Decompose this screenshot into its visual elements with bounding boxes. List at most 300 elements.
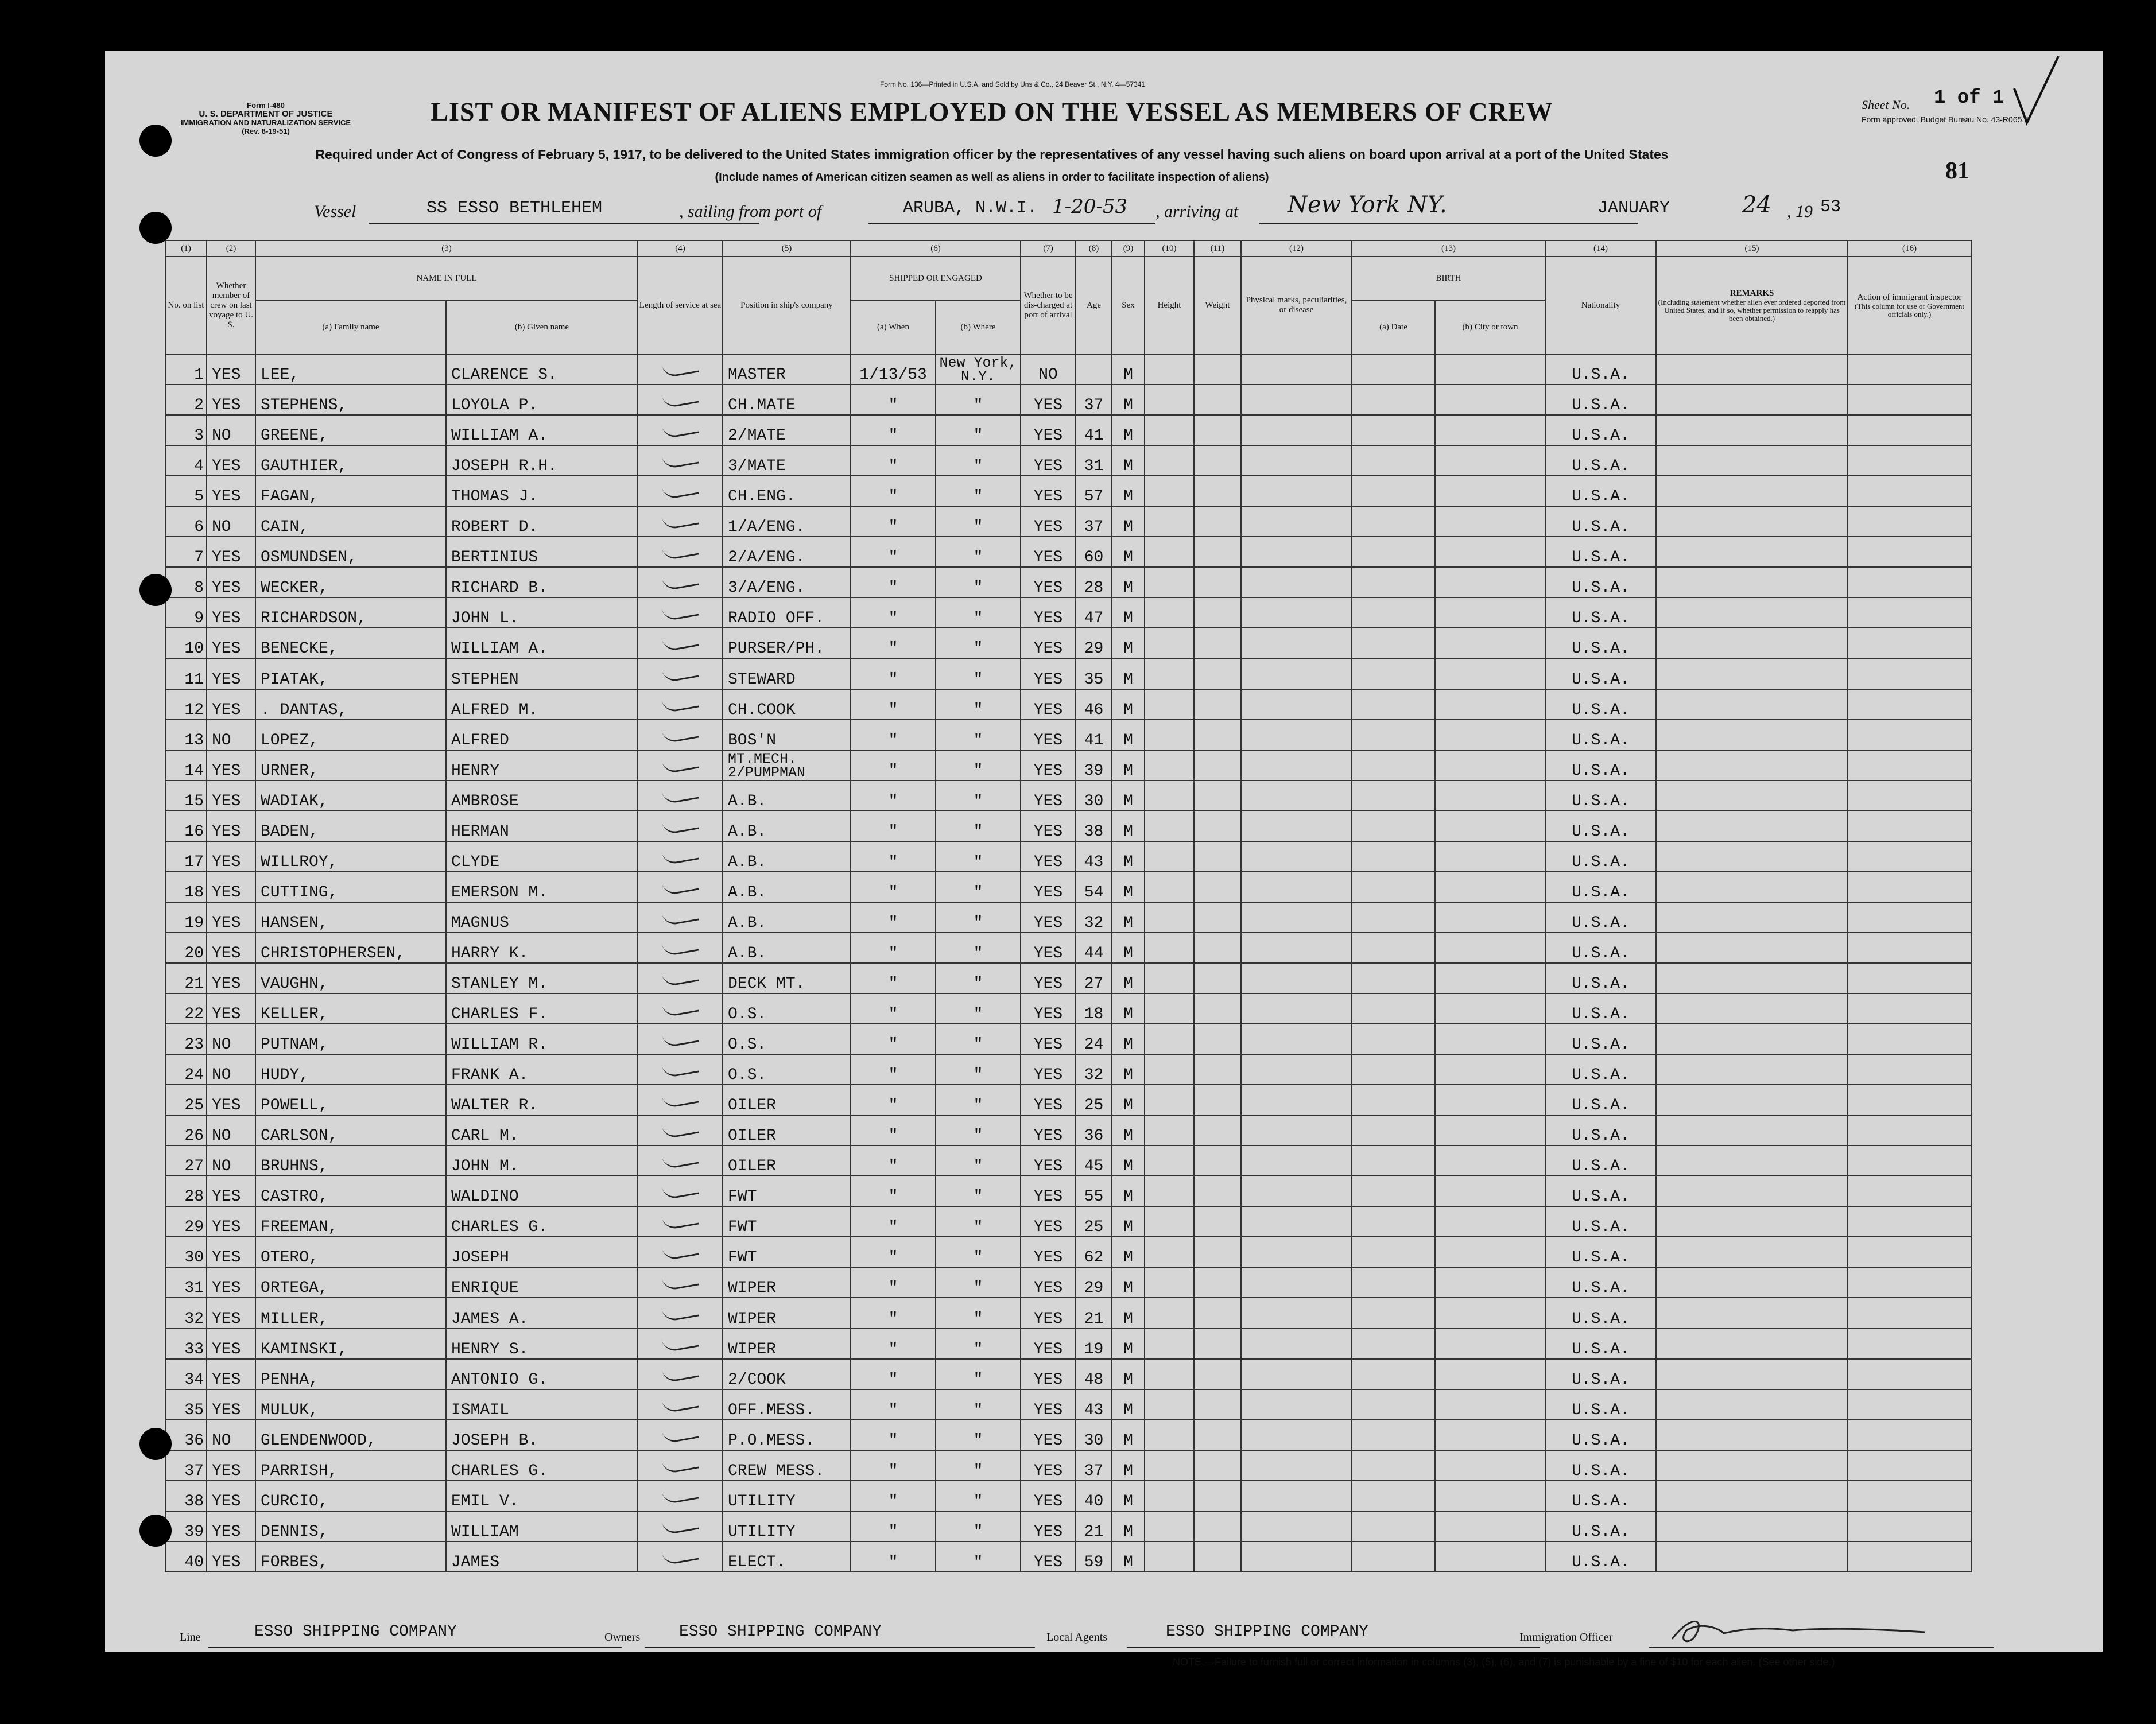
birth-city-cell <box>1435 1511 1545 1541</box>
form-number: Form I-480 <box>247 101 285 110</box>
shipped-where-cell: " <box>936 1359 1021 1389</box>
inspector-action-cell <box>1848 628 1971 658</box>
height-cell <box>1145 841 1194 872</box>
family-name-cell: VAUGHN, <box>255 963 446 993</box>
remarks-cell <box>1656 689 1848 720</box>
last-voyage-cell: NO <box>207 506 255 537</box>
crew-number: 29 <box>165 1206 207 1237</box>
nationality-cell: U.S.A. <box>1545 537 1656 567</box>
height-cell <box>1145 1450 1194 1481</box>
inspector-action-cell <box>1848 1511 1971 1541</box>
owners-value: ESSO SHIPPING COMPANY <box>679 1623 882 1641</box>
position-cell: O.S. <box>723 993 851 1024</box>
shipped-where-cell: " <box>936 597 1021 628</box>
shipped-where-cell: " <box>936 1054 1021 1085</box>
shipped-when-cell: " <box>851 506 936 537</box>
remarks-cell <box>1656 933 1848 963</box>
given-name-cell: HENRY S. <box>446 1329 638 1359</box>
inspector-action-cell <box>1848 1420 1971 1450</box>
shipped-when-cell: " <box>851 1176 936 1206</box>
given-name-cell: JOSEPH R.H. <box>446 445 638 476</box>
arrival-year: 53 <box>1820 197 1841 217</box>
birth-date-cell <box>1352 1237 1435 1267</box>
length-service-cell <box>638 1176 723 1206</box>
given-name-cell: STANLEY M. <box>446 963 638 993</box>
given-name-cell: WILLIAM A. <box>446 628 638 658</box>
weight-cell <box>1194 1511 1241 1541</box>
birth-city-cell <box>1435 720 1545 750</box>
position-cell: ELECT. <box>723 1541 851 1572</box>
weight-cell <box>1194 902 1241 933</box>
last-voyage-cell: YES <box>207 476 255 506</box>
birth-city-cell <box>1435 415 1545 445</box>
physical-marks-cell <box>1241 720 1352 750</box>
given-name-cell: HERMAN <box>446 811 638 841</box>
family-name-cell: PUTNAM, <box>255 1024 446 1054</box>
age-cell: 30 <box>1076 1420 1112 1450</box>
inspector-action-cell <box>1848 1024 1971 1054</box>
inspector-action-cell <box>1848 933 1971 963</box>
shipped-when-cell: " <box>851 1329 936 1359</box>
last-voyage-cell: YES <box>207 781 255 811</box>
weight-cell <box>1194 750 1241 781</box>
height-cell <box>1145 720 1194 750</box>
weight-cell <box>1194 415 1241 445</box>
shipped-where-cell: " <box>936 1420 1021 1450</box>
remarks-cell <box>1656 781 1848 811</box>
birth-city-cell <box>1435 781 1545 811</box>
birth-city-cell <box>1435 354 1545 385</box>
height-cell <box>1145 567 1194 597</box>
col-4-number: (4) <box>638 240 723 257</box>
weight-cell <box>1194 537 1241 567</box>
col-12-number: (12) <box>1241 240 1352 257</box>
nationality-cell: U.S.A. <box>1545 1206 1656 1237</box>
given-name-cell: RICHARD B. <box>446 567 638 597</box>
header-shipped-engaged: SHIPPED OR ENGAGED <box>851 257 1021 300</box>
remarks-cell <box>1656 1389 1848 1420</box>
family-name-cell: GLENDENWOOD, <box>255 1420 446 1450</box>
age-cell: 59 <box>1076 1541 1112 1572</box>
birth-date-cell <box>1352 1267 1435 1298</box>
physical-marks-cell <box>1241 1085 1352 1115</box>
last-voyage-cell: YES <box>207 628 255 658</box>
shipped-where-cell: " <box>936 1146 1021 1176</box>
punch-hole <box>139 1515 172 1547</box>
remarks-cell <box>1656 628 1848 658</box>
shipped-when-cell: " <box>851 415 936 445</box>
remarks-cell <box>1656 506 1848 537</box>
physical-marks-cell <box>1241 689 1352 720</box>
physical-marks-cell <box>1241 902 1352 933</box>
discharged-cell: YES <box>1021 445 1076 476</box>
birth-date-cell <box>1352 1511 1435 1541</box>
position-cell: 2/A/ENG. <box>723 537 851 567</box>
position-cell: O.S. <box>723 1054 851 1085</box>
sex-cell: M <box>1112 1511 1145 1541</box>
height-cell <box>1145 1085 1194 1115</box>
given-name-cell: HENRY <box>446 750 638 781</box>
sex-cell: M <box>1112 1054 1145 1085</box>
nationality-cell: U.S.A. <box>1545 415 1656 445</box>
length-service-cell <box>638 1298 723 1328</box>
physical-marks-cell <box>1241 597 1352 628</box>
physical-marks-cell <box>1241 1206 1352 1237</box>
owners-label: Owners <box>604 1631 641 1644</box>
table-row <box>165 476 1971 506</box>
birth-city-cell <box>1435 1541 1545 1572</box>
check-mark-icon <box>661 1302 699 1322</box>
inspector-action-cell <box>1848 1237 1971 1267</box>
physical-marks-cell <box>1241 811 1352 841</box>
position-cell: A.B. <box>723 841 851 872</box>
inspector-action-cell <box>1848 1541 1971 1572</box>
shipped-where-cell: " <box>936 1176 1021 1206</box>
crew-number: 32 <box>165 1298 207 1328</box>
length-service-cell <box>638 1237 723 1267</box>
given-name-cell: EMIL V. <box>446 1481 638 1511</box>
weight-cell <box>1194 445 1241 476</box>
inspector-action-cell <box>1848 811 1971 841</box>
shipped-where-cell: " <box>936 1481 1021 1511</box>
nationality-cell: U.S.A. <box>1545 1024 1656 1054</box>
position-cell: A.B. <box>723 781 851 811</box>
sex-cell: M <box>1112 750 1145 781</box>
physical-marks-cell <box>1241 1481 1352 1511</box>
given-name-cell: JOSEPH <box>446 1237 638 1267</box>
shipped-where-cell: " <box>936 841 1021 872</box>
shipped-where-cell: " <box>936 567 1021 597</box>
table-row <box>165 1329 1971 1359</box>
printer-line: Form No. 136—Printed in U.S.A. and Sold by Uns & Co., 24 Beaver St., N.Y. 4—57341 <box>880 80 1146 88</box>
physical-marks-cell <box>1241 993 1352 1024</box>
nationality-cell: U.S.A. <box>1545 963 1656 993</box>
header-birth: BIRTH <box>1352 257 1545 300</box>
length-service-cell <box>638 658 723 689</box>
age-cell: 39 <box>1076 750 1112 781</box>
discharged-cell: YES <box>1021 993 1076 1024</box>
age-cell: 37 <box>1076 506 1112 537</box>
check-mark-icon <box>661 1089 699 1109</box>
age-cell: 44 <box>1076 933 1112 963</box>
header-nationality: Nationality <box>1545 257 1656 354</box>
birth-city-cell <box>1435 537 1545 567</box>
table-row <box>165 1054 1971 1085</box>
weight-cell <box>1194 1481 1241 1511</box>
discharged-cell: YES <box>1021 415 1076 445</box>
age-cell: 18 <box>1076 993 1112 1024</box>
discharged-cell: YES <box>1021 720 1076 750</box>
birth-date-cell <box>1352 811 1435 841</box>
age-cell: 37 <box>1076 1450 1112 1481</box>
crew-number: 39 <box>165 1511 207 1541</box>
nationality-cell: U.S.A. <box>1545 354 1656 385</box>
vessel-underline <box>369 223 759 224</box>
given-name-cell: ISMAIL <box>446 1389 638 1420</box>
column-header-row <box>165 257 1971 300</box>
remarks-cell <box>1656 1085 1848 1115</box>
remarks-cell <box>1656 385 1848 415</box>
given-name-cell: EMERSON M. <box>446 872 638 902</box>
sailing-date: 1-20-53 <box>1052 195 1128 218</box>
age-cell: 19 <box>1076 1329 1112 1359</box>
port-underline <box>868 223 1155 224</box>
table-row <box>165 872 1971 902</box>
shipped-where-cell: " <box>936 1024 1021 1054</box>
col-10-number: (10) <box>1145 240 1194 257</box>
physical-marks-cell <box>1241 1541 1352 1572</box>
family-name-cell: KAMINSKI, <box>255 1329 446 1359</box>
given-name-cell: WILLIAM <box>446 1511 638 1541</box>
page-subnote: (Include names of American citizen seamen as well as aliens in order to facilitate inspection of aliens) <box>715 171 1269 184</box>
family-name-cell: BENECKE, <box>255 628 446 658</box>
check-mark-icon <box>661 693 699 713</box>
inspector-action-cell <box>1848 1450 1971 1481</box>
position-cell: 1/A/ENG. <box>723 506 851 537</box>
discharged-cell: YES <box>1021 1450 1076 1481</box>
family-name-cell: DENNIS, <box>255 1511 446 1541</box>
length-service-cell <box>638 902 723 933</box>
crew-number: 23 <box>165 1024 207 1054</box>
col-11-number: (11) <box>1194 240 1241 257</box>
height-cell <box>1145 1176 1194 1206</box>
birth-city-cell <box>1435 902 1545 933</box>
arrival-month: JANUARY <box>1597 199 1670 218</box>
check-mark-icon <box>661 571 699 591</box>
nationality-cell: U.S.A. <box>1545 689 1656 720</box>
birth-date-cell <box>1352 1541 1435 1572</box>
shipped-when-cell: " <box>851 750 936 781</box>
height-cell <box>1145 872 1194 902</box>
check-mark-icon <box>661 723 699 743</box>
check-mark-icon <box>661 1423 699 1443</box>
check-mark-icon <box>661 1485 699 1505</box>
shipped-when-cell: " <box>851 445 936 476</box>
position-cell: A.B. <box>723 902 851 933</box>
agents-underline <box>1127 1647 1540 1648</box>
nationality-cell: U.S.A. <box>1545 781 1656 811</box>
birth-date-cell <box>1352 1054 1435 1085</box>
weight-cell <box>1194 597 1241 628</box>
last-voyage-cell: YES <box>207 1389 255 1420</box>
position-cell: OILER <box>723 1115 851 1146</box>
crew-number: 14 <box>165 750 207 781</box>
header-name-in-full: NAME IN FULL <box>255 257 638 300</box>
family-name-cell: OSMUNDSEN, <box>255 537 446 567</box>
table-row <box>165 902 1971 933</box>
crew-number: 24 <box>165 1054 207 1085</box>
nationality-cell: U.S.A. <box>1545 1115 1656 1146</box>
physical-marks-cell <box>1241 1389 1352 1420</box>
birth-city-cell <box>1435 963 1545 993</box>
height-cell <box>1145 1237 1194 1267</box>
discharged-cell: YES <box>1021 1237 1076 1267</box>
length-service-cell <box>638 1329 723 1359</box>
physical-marks-cell <box>1241 1359 1352 1389</box>
height-cell <box>1145 933 1194 963</box>
family-name-cell: FAGAN, <box>255 476 446 506</box>
inspector-action-cell <box>1848 1389 1971 1420</box>
birth-city-cell <box>1435 1115 1545 1146</box>
length-service-cell <box>638 720 723 750</box>
last-voyage-cell: YES <box>207 1267 255 1298</box>
position-cell: 2/COOK <box>723 1359 851 1389</box>
height-cell <box>1145 506 1194 537</box>
table-row <box>165 1024 1971 1054</box>
last-voyage-cell: NO <box>207 1115 255 1146</box>
position-cell: RADIO OFF. <box>723 597 851 628</box>
col-3-number: (3) <box>255 240 638 257</box>
weight-cell <box>1194 1329 1241 1359</box>
arriving-underline <box>1259 223 1638 224</box>
last-voyage-cell: YES <box>207 872 255 902</box>
table-row <box>165 597 1971 628</box>
shipped-when-cell: " <box>851 1085 936 1115</box>
weight-cell <box>1194 628 1241 658</box>
remarks-cell <box>1656 720 1848 750</box>
last-voyage-cell: YES <box>207 902 255 933</box>
officer-underline <box>1649 1647 1994 1648</box>
last-voyage-cell: YES <box>207 963 255 993</box>
shipped-where-cell: " <box>936 1541 1021 1572</box>
age-cell: 21 <box>1076 1298 1112 1328</box>
remarks-cell <box>1656 1176 1848 1206</box>
check-mark-icon <box>661 662 699 682</box>
physical-marks-cell <box>1241 841 1352 872</box>
check-mark-icon <box>661 754 699 774</box>
sex-cell: M <box>1112 993 1145 1024</box>
discharged-cell: YES <box>1021 1267 1076 1298</box>
shipped-where-cell: " <box>936 1298 1021 1328</box>
nationality-cell: U.S.A. <box>1545 1389 1656 1420</box>
check-mark-icon <box>661 876 699 896</box>
sex-cell: M <box>1112 628 1145 658</box>
physical-marks-cell <box>1241 1329 1352 1359</box>
remarks-cell <box>1656 658 1848 689</box>
physical-marks-cell <box>1241 476 1352 506</box>
nationality-cell: U.S.A. <box>1545 811 1656 841</box>
check-mark-icon <box>661 815 699 835</box>
physical-marks-cell <box>1241 1024 1352 1054</box>
discharged-cell: YES <box>1021 506 1076 537</box>
birth-city-cell <box>1435 567 1545 597</box>
birth-city-cell <box>1435 872 1545 902</box>
check-mark-icon <box>661 937 699 957</box>
page-subtitle: Required under Act of Congress of February 5, 1917, to be delivered to the United States immigration officer by the representatives of any vessel having such aliens on board upon arrival at a port of the United States <box>315 147 1669 162</box>
height-cell <box>1145 1146 1194 1176</box>
length-service-cell <box>638 1024 723 1054</box>
birth-date-cell <box>1352 841 1435 872</box>
sex-cell: M <box>1112 720 1145 750</box>
table-row <box>165 993 1971 1024</box>
birth-city-cell <box>1435 1359 1545 1389</box>
weight-cell <box>1194 1237 1241 1267</box>
inspector-action-cell <box>1848 993 1971 1024</box>
family-name-cell: STEPHENS, <box>255 385 446 415</box>
inspector-action-cell <box>1848 537 1971 567</box>
shipped-where-cell: " <box>936 1511 1021 1541</box>
remarks-cell <box>1656 1237 1848 1267</box>
birth-city-cell <box>1435 1267 1545 1298</box>
age-cell: 24 <box>1076 1024 1112 1054</box>
table-row <box>165 720 1971 750</box>
nationality-cell: U.S.A. <box>1545 567 1656 597</box>
position-cell: WIPER <box>723 1329 851 1359</box>
remarks-cell <box>1656 1054 1848 1085</box>
crew-number: 31 <box>165 1267 207 1298</box>
last-voyage-cell: YES <box>207 658 255 689</box>
weight-cell <box>1194 1146 1241 1176</box>
birth-date-cell <box>1352 1450 1435 1481</box>
given-name-cell: CHARLES F. <box>446 993 638 1024</box>
discharged-cell: YES <box>1021 689 1076 720</box>
page-title: LIST OR MANIFEST OF ALIENS EMPLOYED ON THE VESSEL AS MEMBERS OF CREW <box>431 97 1553 126</box>
birth-date-cell <box>1352 385 1435 415</box>
shipped-when-cell: " <box>851 963 936 993</box>
table-row <box>165 567 1971 597</box>
age-cell: 36 <box>1076 1115 1112 1146</box>
family-name-cell: URNER, <box>255 750 446 781</box>
nationality-cell: U.S.A. <box>1545 628 1656 658</box>
department-name: U. S. DEPARTMENT OF JUSTICE <box>199 109 333 119</box>
sex-cell: M <box>1112 841 1145 872</box>
nationality-cell: U.S.A. <box>1545 933 1656 963</box>
check-mark-icon <box>661 1028 699 1048</box>
shipped-when-cell: " <box>851 385 936 415</box>
table-row <box>165 781 1971 811</box>
inspector-action-cell <box>1848 1146 1971 1176</box>
nationality-cell: U.S.A. <box>1545 1298 1656 1328</box>
weight-cell <box>1194 841 1241 872</box>
crew-number: 6 <box>165 506 207 537</box>
weight-cell <box>1194 933 1241 963</box>
given-name-cell: AMBROSE <box>446 781 638 811</box>
physical-marks-cell <box>1241 1450 1352 1481</box>
height-cell <box>1145 1359 1194 1389</box>
weight-cell <box>1194 1176 1241 1206</box>
length-service-cell <box>638 1054 723 1085</box>
age-cell: 43 <box>1076 841 1112 872</box>
inspector-action-cell <box>1848 720 1971 750</box>
discharged-cell: YES <box>1021 781 1076 811</box>
height-cell <box>1145 781 1194 811</box>
nationality-cell: U.S.A. <box>1545 506 1656 537</box>
remarks-title: REMARKS <box>1730 288 1774 298</box>
check-mark-icon <box>661 1210 699 1230</box>
crew-number: 11 <box>165 658 207 689</box>
crew-number: 33 <box>165 1329 207 1359</box>
length-service-cell <box>638 628 723 658</box>
check-mark-icon <box>661 1362 699 1383</box>
inspector-action-cell <box>1848 750 1971 781</box>
table-row <box>165 385 1971 415</box>
age-cell: 41 <box>1076 415 1112 445</box>
inspector-action-cell <box>1848 1085 1971 1115</box>
family-name-cell: CURCIO, <box>255 1481 446 1511</box>
crew-number: 16 <box>165 811 207 841</box>
check-mark-icon <box>661 1150 699 1170</box>
check-mark-icon <box>661 449 699 469</box>
physical-marks-cell <box>1241 658 1352 689</box>
birth-city-cell <box>1435 1024 1545 1054</box>
remarks-cell <box>1656 567 1848 597</box>
remarks-cell <box>1656 1541 1848 1572</box>
table-row <box>165 445 1971 476</box>
height-cell <box>1145 902 1194 933</box>
discharged-cell: YES <box>1021 933 1076 963</box>
shipped-where-cell: New York, N.Y. <box>936 354 1021 385</box>
height-cell <box>1145 1511 1194 1541</box>
